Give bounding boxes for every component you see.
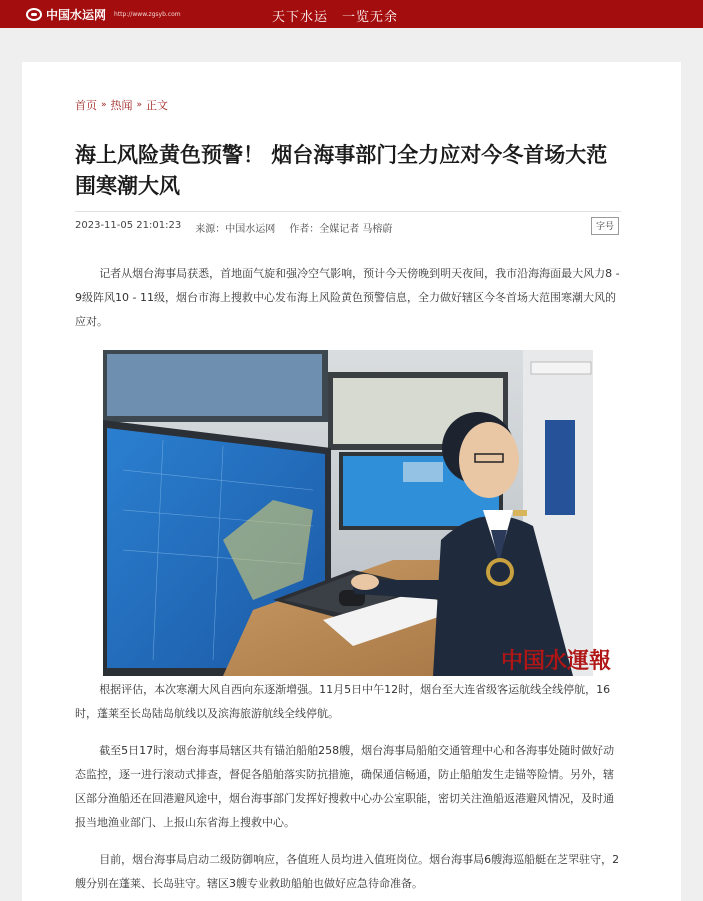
article-source: 来源：中国水运网 [195, 224, 276, 235]
site-logo[interactable] [26, 6, 181, 23]
breadcrumb-hot-news-link[interactable]: 热闻 [110, 99, 133, 112]
logo-url: http://www.zgsyb.com [114, 11, 181, 18]
article-paragraph: 根据评估，本次寒潮大风自西向东逐渐增强。11月5日中午12时，烟台至大连省级客运航线全线停航，16时，蓬莱至长岛陆岛航线以及滨海旅游航线全线停航。 [75, 683, 611, 720]
article-paragraph: 截至5日17时，烟台海事局辖区共有锚泊船舶258艘，烟台海事局船舶交通管理中心和各海事处随时做好动态监控，逐一进行滚动式排查，督促各船舶落实防抗措施，确保通信畅通，防止船舶发生走锚等险情。另外，辖区部分渔船还在回港避风途中，烟台海事部门发挥好搜救中心办公室职能，密切关注渔船返港避风情况，及时通报当地渔业部门、上报山东省海上搜救中心。 [75, 744, 615, 829]
article-title: 海上风险黄色预警！ 烟台海事部门全力应对今冬首场大范围寒潮大风 [75, 143, 608, 198]
font-size-button[interactable]: 字号 [591, 217, 619, 235]
logo-text: 中国水运网 [46, 8, 107, 22]
breadcrumb [75, 97, 168, 113]
article-author: 作者：全媒记者 马榕蔚 [289, 224, 393, 235]
breadcrumb-current-link[interactable]: 正文 [146, 99, 169, 112]
site-slogan: 天下水运 一览无余 [272, 10, 399, 25]
breadcrumb-home-link[interactable]: 首页 [75, 99, 97, 112]
publish-datetime: 2023-11-05 21:01:23 [75, 220, 182, 231]
photo-watermark: 中国水運報 [501, 648, 612, 674]
article-card [22, 62, 681, 901]
article-photo [103, 350, 612, 676]
logo-icon [26, 8, 42, 21]
article-meta [75, 211, 621, 235]
site-header [0, 0, 703, 28]
breadcrumb-separator-icon: » [101, 100, 107, 110]
breadcrumb-separator-icon: » [136, 100, 143, 110]
vts-control-room-image [103, 350, 612, 676]
article-paragraph: 目前，烟台海事局启动二级防御响应，各值班人员均进入值班岗位。烟台海事局6艘海巡船艇在芝罘驻守，2艘分别在蓬莱、长岛驻守。辖区3艘专业救助船舶也做好应急待命准备。 [75, 853, 620, 890]
article-paragraph: 记者从烟台海事局获悉，首地面气旋和强冷空气影响，预计今天傍晚到明天夜间，我市沿海海面最大风力8 - 9级阵风10 - 11级，烟台市海上搜救中心发布海上风险黄色预警信息，全力做好辖区今冬首场大范围寒潮大风的应对。 [75, 267, 620, 328]
